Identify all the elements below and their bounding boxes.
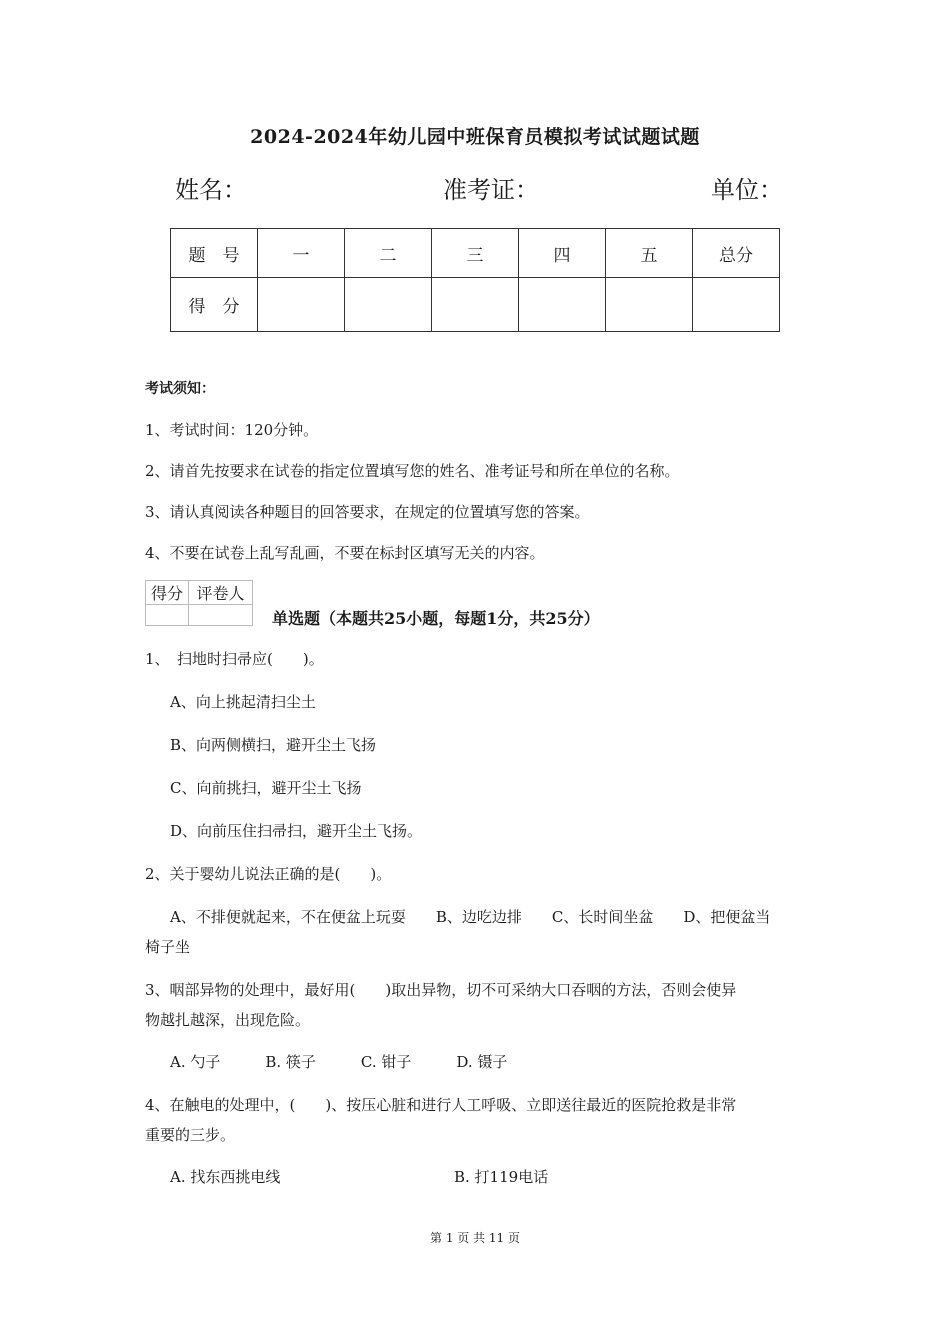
question-3-stem-cont: 物越扎越深，出现危险。 [145, 1011, 311, 1029]
question-1-option-b: B、向两侧横扫，避开尘土飞扬 [170, 736, 377, 754]
grader-score-cell[interactable] [146, 605, 189, 626]
score-col-total: 总分 [693, 229, 780, 278]
question-1-option-a: A、向上挑起清扫尘土 [170, 693, 316, 711]
section-title: 单选题（本题共25小题，每题1分，共25分） [272, 609, 600, 628]
question-4-option-b: B. 打119电话 [454, 1168, 549, 1186]
score-col-5: 五 [606, 229, 693, 278]
score-col-1: 一 [258, 229, 345, 278]
score-col-2: 二 [345, 229, 432, 278]
question-1-stem: 1、 扫地时扫帚应( )。 [145, 650, 324, 668]
question-2-options: A、不排便就起来，不在便盆上玩耍 B、边吃边排 C、长时间坐盆 D、把便盆当 [170, 908, 771, 926]
score-col-3: 三 [432, 229, 519, 278]
notice-item: 2、请首先按要求在试卷的指定位置填写您的姓名、准考证号和所在单位的名称。 [145, 462, 680, 480]
notice-item: 1、考试时间：120分钟。 [145, 421, 319, 439]
grader-name-cell[interactable] [189, 605, 253, 626]
unit-label: 单位： [711, 176, 783, 204]
grader-box [145, 580, 253, 626]
score-table-score-label: 得 分 [171, 278, 258, 332]
score-table-score-row [171, 278, 780, 332]
page-footer: 第 1 页 共 11 页 [430, 1231, 520, 1245]
question-3-options: A. 勺子 B. 筷子 C. 钳子 D. 镊子 [170, 1053, 508, 1071]
notice-item: 4、不要在试卷上乱写乱画，不要在标封区填写无关的内容。 [145, 544, 545, 562]
question-4-stem-cont: 重要的三步。 [145, 1126, 236, 1144]
score-cell-3[interactable] [432, 278, 519, 332]
score-cell-2[interactable] [345, 278, 432, 332]
notice-title: 考试须知： [145, 381, 215, 397]
score-table-header-label: 题 号 [171, 229, 258, 278]
page-title: 2024-2024年幼儿园中班保育员模拟考试试题试题 [250, 126, 700, 148]
question-2-stem: 2、关于婴幼儿说法正确的是( )。 [145, 865, 392, 883]
score-table-header-row [171, 229, 780, 278]
exam-id-label: 准考证： [443, 176, 539, 204]
question-4-option-a: A. 找东西挑电线 [170, 1168, 281, 1186]
question-2-options-cont: 椅子坐 [145, 938, 191, 956]
score-cell-5[interactable] [606, 278, 693, 332]
notice-item: 3、请认真阅读各种题目的回答要求，在规定的位置填写您的答案。 [145, 503, 590, 521]
question-1-option-c: C、向前挑扫，避开尘土飞扬 [170, 779, 362, 797]
score-col-4: 四 [519, 229, 606, 278]
question-4-stem: 4、在触电的处理中，( )、按压心脏和进行人工呼吸、立即送往最近的医院抢救是非常 [145, 1096, 737, 1114]
question-1-option-d: D、向前压住扫帚扫，避开尘土飞扬。 [170, 822, 423, 840]
score-table [170, 228, 780, 332]
score-cell-4[interactable] [519, 278, 606, 332]
grader-score-label: 得分 [146, 581, 189, 605]
score-cell-1[interactable] [258, 278, 345, 332]
question-3-stem: 3、咽部异物的处理中，最好用( )取出异物，切不可采纳大口吞咽的方法，否则会使异 [145, 981, 737, 999]
grader-label: 评卷人 [189, 581, 253, 605]
name-label: 姓名： [175, 176, 247, 204]
score-cell-total[interactable] [693, 278, 780, 332]
